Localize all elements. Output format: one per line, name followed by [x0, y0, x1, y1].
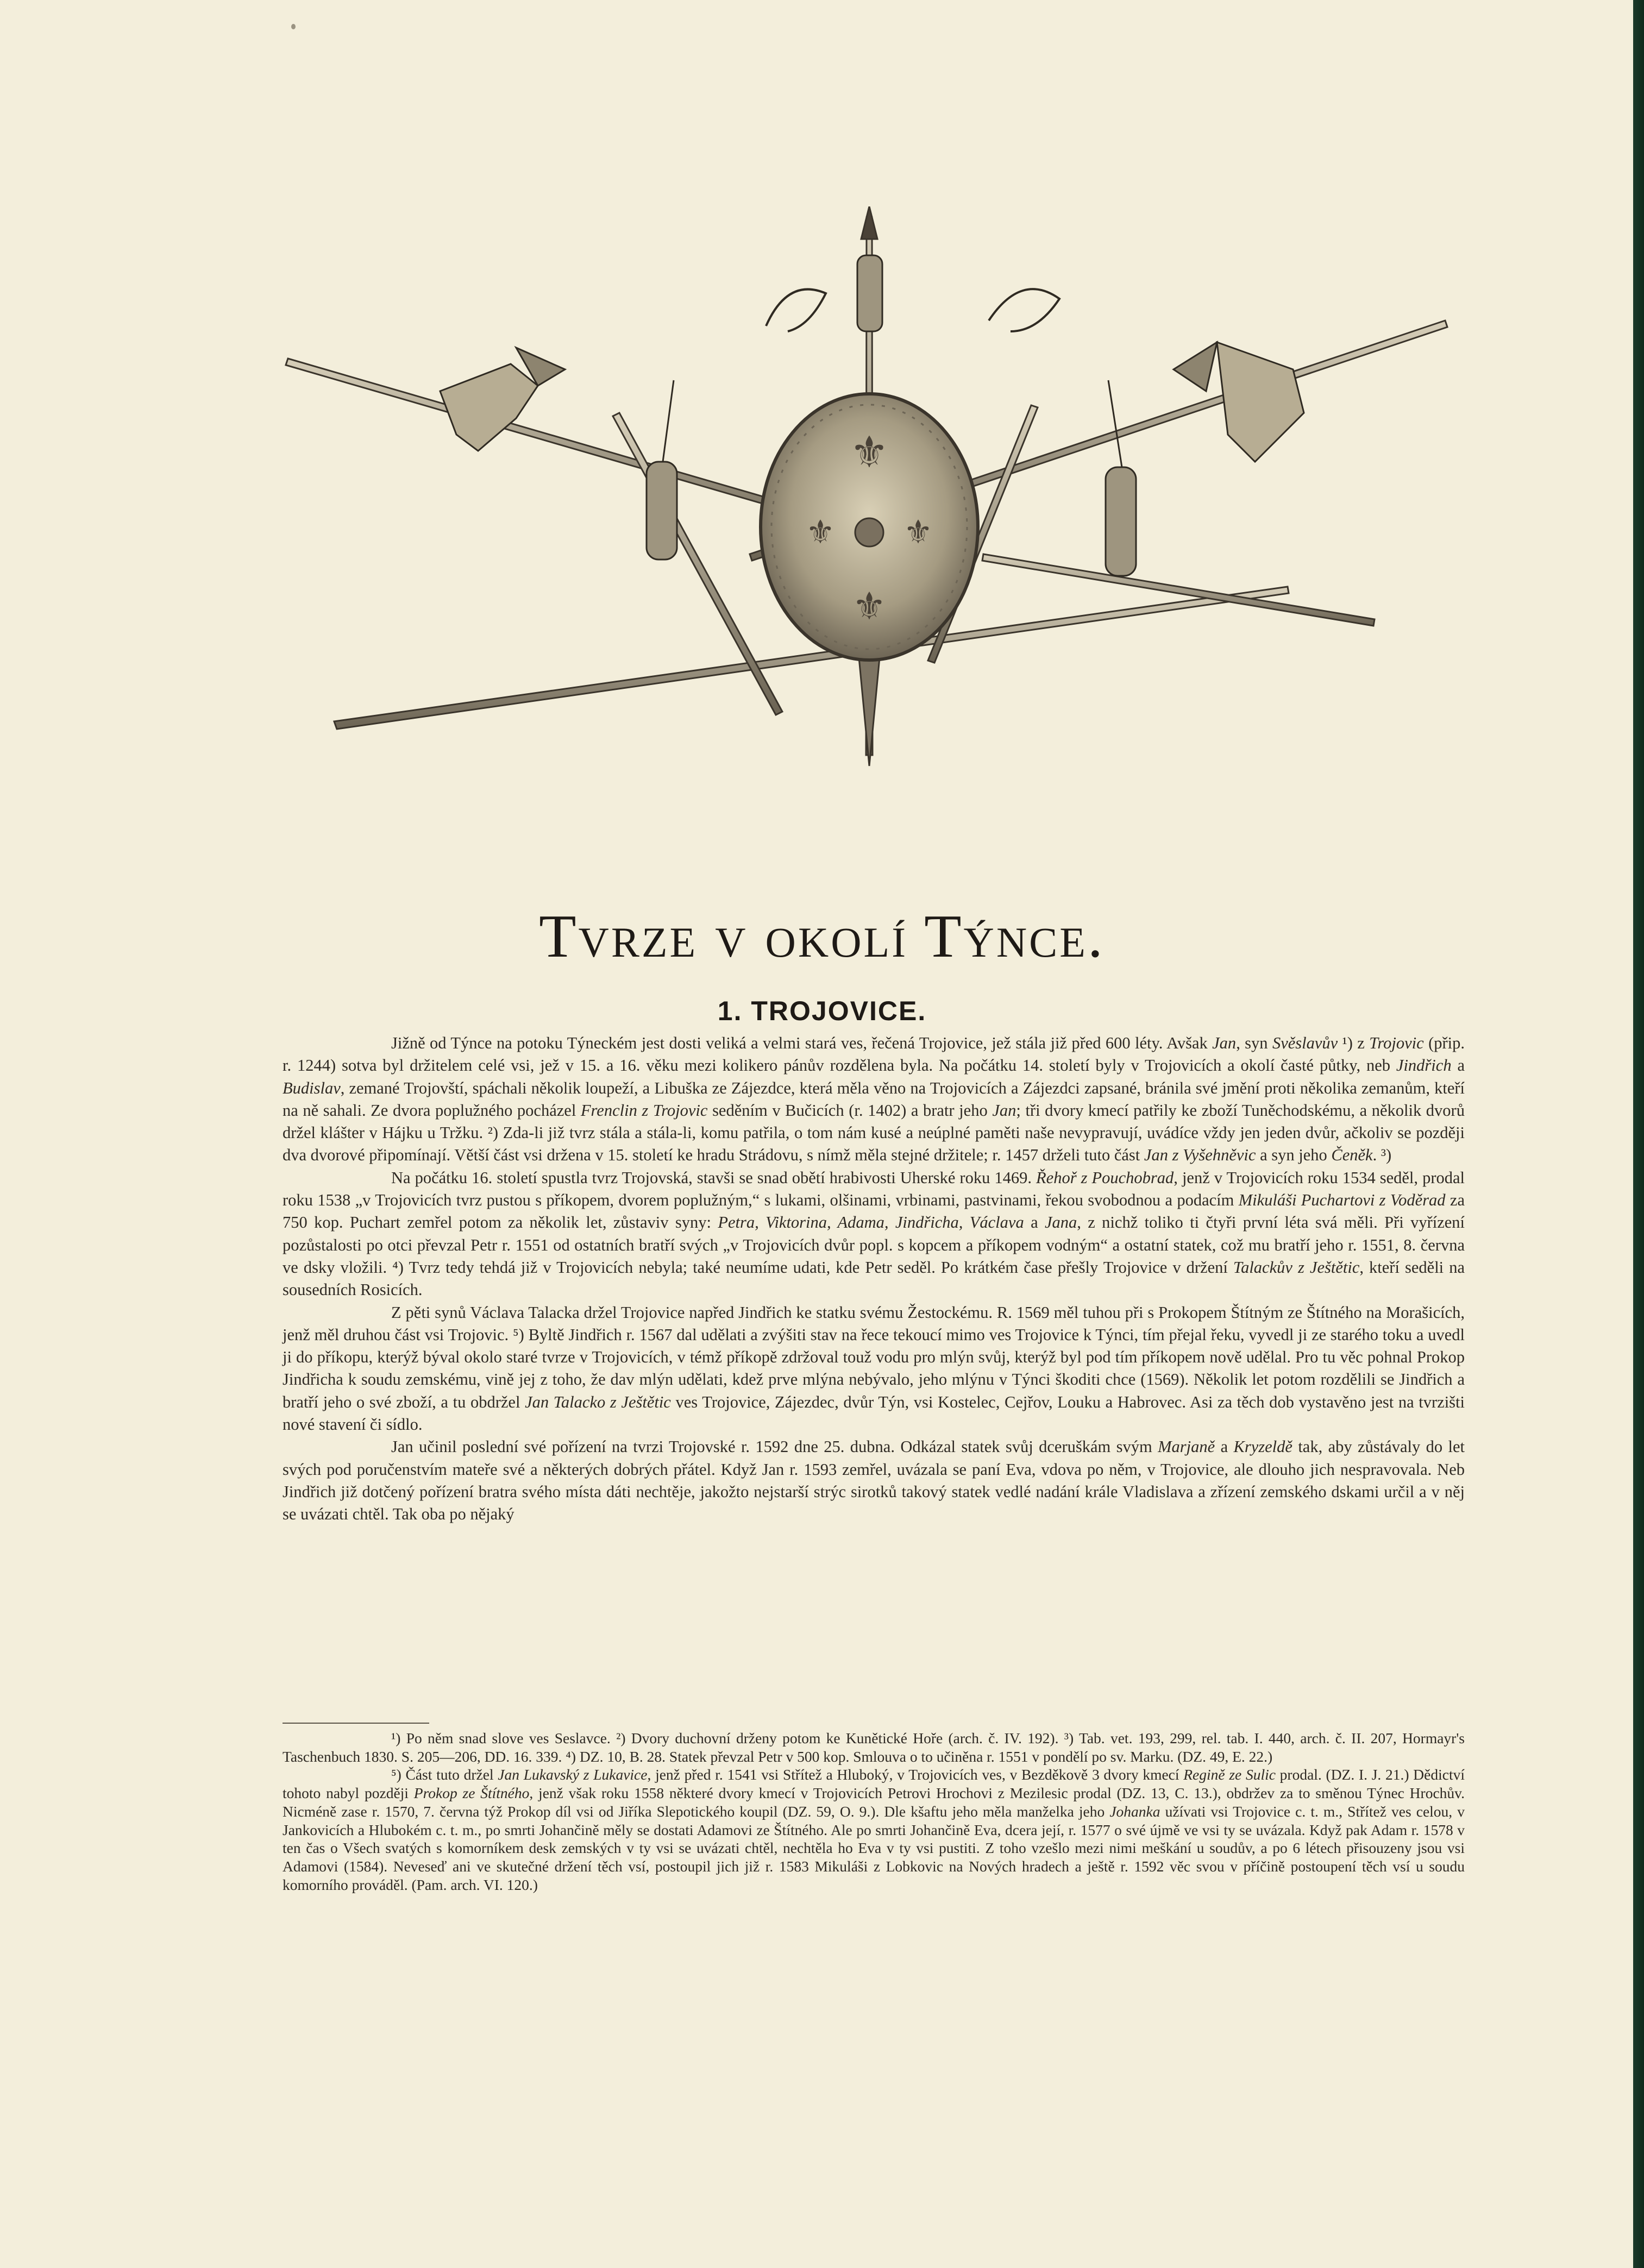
italic-name-run: Kryzeldě — [1233, 1437, 1292, 1456]
text-run: za 750 kop. Puchart zemřel potom za několik let, zůstaviv syny: — [283, 1191, 1465, 1232]
text-run: , syn — [1236, 1034, 1272, 1052]
italic-name-run: Petra, Viktorina, Adama, Jindřicha, Václava — [718, 1213, 1024, 1232]
text-run: (přip. r. 1244) sotva byl držitelem celé vsi, jež v 15. a 16. věku mezi kolikero pánův rozdělena byla. Na počátku 14. století byly v Trojovicích a okolí časté půtky, neb — [283, 1034, 1465, 1075]
italic-name-run: Jindřich — [1396, 1056, 1452, 1075]
body-text — [283, 1032, 1465, 1526]
text-run: Jan učinil poslední své pořízení na tvrzi Trojovské r. 1592 dne 25. dubna. Odkázal statek svůj dceruškám svým — [391, 1437, 1158, 1456]
footnotes — [283, 1729, 1465, 1894]
text-run: Na počátku 16. století spustla tvrz Trojovská, stavši se snad obětí hrabivosti Uherské roku 1469. — [391, 1168, 1037, 1187]
trophy-of-arms-illustration — [283, 206, 1451, 777]
text-run: , jenž před r. 1541 vsi Střítež a Hluboký, v Trojovicích ves, v Bezděkově 3 dvory kmecí — [647, 1766, 1184, 1783]
text-run: ¹) Po něm snad slove ves Seslavce. ²) Dvory duchovní drženy potom ke Kunětické Hoře (arch. č. IV. 192). ³) Tab. vet. 193, 299, rel. tab. I. 440, arch. č. II. 207, Hormayr's Taschenbuch 1830. S. 205—206, DD. 16. 339. ⁴) DZ. 10, B. 28. Statek převzal Petr v 500 kop. Smlouva o to učiněna r. 1551 v pondělí po sv. Marku. (DZ. 49, E. 22.) — [283, 1730, 1465, 1765]
footnote-paragraph — [283, 1729, 1465, 1766]
body-paragraph — [283, 1302, 1465, 1436]
text-run: užívati vsi Trojovice c. t. m., Střítež ves celou, v Jankovicích a Hlubokém c. t. m., po smrti Johančině měly se dostati Adamovi ze Štítného. Ale po smrti Johančině Eva, dcera její, r. 1577 o své újmě ve vsi ty se uvázala. Když pak Adam r. 1578 v ten čas o Všech svatých s komorníkem desk zemských v ty vsi se uvázati chtěl, nechtěla ho Eva v ty vsi pustiti. Z toho vzešlo mezi nimi meškání u soudův, a po 6 létech přisouzeny jsou vsi Adamovi (1584). Neveseď ani ve skutečné držení těch vsí, postoupil jich již r. 1583 Mikuláši z Lobkovic na Nových hradech a ještě r. 1592 věc svou v příčině postoupení těch vsí u soudu komorního prováděl. (Pam. arch. VI. 120.) — [283, 1802, 1465, 1893]
italic-name-run: Jan — [1212, 1034, 1237, 1052]
text-run: . ³) — [1372, 1146, 1392, 1165]
text-run: a — [1215, 1437, 1234, 1456]
italic-name-run: Prokop ze Štítného — [413, 1785, 530, 1802]
body-paragraph — [283, 1167, 1465, 1302]
text-run: , jenž však roku 1558 některé dvory kmecí v Trojovicích Petrovi Hrochovi z Mezilesic prodal (DZ. 13, C. 13.), obdržev za to směnou Týnec Hrochův. Nicméně zase r. 1570, 7. června týž Prokop díl vsi od Jiříka Slepotického koupil (DZ. 59, O. 9.). Dle kšaftu jeho měla manželka jeho — [283, 1785, 1465, 1820]
svg-text:⚜: ⚜ — [903, 513, 933, 551]
svg-text:⚜: ⚜ — [806, 513, 835, 551]
text-run: a syn jeho — [1256, 1146, 1332, 1165]
text-run: , zemané Trojovští, spáchali několik loupeží, a Libuška ze Zájezdce, která měla věno na Trojovicích a Zájezdci zapsané, bránila své jmění proti několika zemanům, kteří na ně sahali. Ze dvora poplužného pocházel — [283, 1078, 1465, 1120]
text-run: , jenž v Trojovicích roku 1534 seděl, prodal roku 1538 „v Trojovicích tvrz pustou s příkopem, dvorem poplužným,“ s lukami, olšinami, vrbinami, pastvinami, řekou svobodnou a podacím — [283, 1168, 1465, 1210]
italic-name-run: Řehoř z Pouchobrad — [1036, 1168, 1174, 1187]
italic-name-run: Čeněk — [1331, 1146, 1373, 1165]
svg-text:⚜: ⚜ — [852, 584, 887, 629]
text-run: , kteří seděli na sousedních Rosicích. — [283, 1258, 1465, 1299]
section-heading: 1. TROJOVICE. — [717, 995, 927, 1026]
text-run: ¹) z — [1338, 1034, 1370, 1052]
footnote-divider — [283, 1723, 429, 1724]
italic-name-run: Jana — [1044, 1213, 1077, 1232]
italic-name-run: Budislav — [283, 1078, 341, 1097]
italic-name-run: Frenclin z Trojovic — [580, 1101, 708, 1120]
text-run: Jižně od Týnce na potoku Týneckém jest dosti veliká a velmi stará ves, řečená Trojovice, jež stála již před 600 léty. Avšak — [391, 1034, 1213, 1052]
italic-name-run: Trojovic — [1369, 1034, 1424, 1052]
body-paragraph — [283, 1032, 1465, 1167]
body-paragraph — [283, 1436, 1465, 1525]
text-run: prodal. (DZ. I. J. 21.) Dědictví tohoto nabyl později — [283, 1766, 1465, 1802]
italic-name-run: Jan — [992, 1101, 1016, 1120]
footnote-paragraph — [283, 1766, 1465, 1894]
text-run: a — [1024, 1213, 1045, 1232]
text-run: seděním v Bučicích (r. 1402) a bratr jeho — [707, 1101, 993, 1120]
italic-name-run: Johanka — [1109, 1802, 1160, 1820]
italic-name-run: Talackův z Ještětic — [1233, 1258, 1360, 1277]
text-run: ; tři dvory kmecí patřily ke zboží Tuněchodskému, a několik dvorů držel klášter v Hájku u Tržku. ²) Zda-li již tvrz stála a stála-li, komu patřila, o tom nám kusé a neúplné paměti naše nevypravují, uvádíce vždy jen jeden dvůr, ačkoliv se později dva dvorové připomínají. Větší část vsi držena v 15. století ke hradu Strádovu, s nímž měla stejné držitele; r. 1457 drželi tuto část — [283, 1101, 1465, 1165]
text-run: ves Trojovice, Zájezdec, dvůr Týn, vsi Kostelec, Cejřov, Louku a Habrovec. Asi za těch dob vystavěno jest na tvrzišti nové stavení či sídlo. — [283, 1392, 1465, 1434]
svg-text:⚜: ⚜ — [850, 427, 889, 478]
italic-name-run: Jan Talacko z Ještětic — [525, 1392, 671, 1411]
text-run: a — [1451, 1056, 1465, 1075]
binding-edge — [1633, 0, 1644, 2268]
italic-name-run: Mikuláši Puchartovi z Voděrad — [1238, 1191, 1446, 1210]
text-run: Z pěti synů Václava Talacka držel Trojovice napřed Jindřich ke statku svému Žestockému. R. 1569 měl tuhou při s Prokopem Štítným ze Štítného na Morašicích, jenž měl druhou část vsi Trojovic. ⁵) Byltě Jindřich r. 1567 dal udělati a zvýšiti stav na řece tekoucí mimo ves Trojovice k Týnci, tím přejal řeku, vyvedl ji ze starého toku a uvedl ji do příkopu, kterýž býval okolo staré tvrze v Trojovicích, v témž příkopě zdržoval touž vodu pro mlýn svůj, kterýž byl pod tím příkopem nově udělal. Pro tu věc pohnal Prokop Jindřicha k soudu zemskému, vině jej z toho, že dav mlýn udělati, kdež prve mlýna nebývalo, jeho mlýnu v Týnci škoditi chce (1569). Několik let potom rozdělili se Jindřich a bratří jeho o své zboží, a tu obdržel — [283, 1303, 1465, 1411]
text-run: , z nichž toliko ti čtyři první léta svá měli. Při vyřízení pozůstalosti po otci převzal Petr r. 1551 od ostatních bratří svých „v Trojovicích dvůr popl. s kopcem a příkopem vodným“ a ostatní statek, což mu bratří jeho r. 1551, 8. června ve dsky vložili. ⁴) Tvrz tedy tehdá již v Trojovicích nebyla; také neumíme udati, kde Petr seděl. Po krátkém čase přešly Trojovice v držení — [283, 1213, 1465, 1277]
page-title: Tvrze v okolí Týnce. — [539, 903, 1105, 971]
italic-name-run: Marjaně — [1158, 1437, 1215, 1456]
italic-name-run: Svěslavův — [1272, 1034, 1338, 1052]
ink-smudge — [291, 24, 296, 29]
italic-name-run: Jan z Vyšehněvic — [1144, 1146, 1256, 1165]
text-run: ⁵) Část tuto držel — [391, 1766, 498, 1783]
italic-name-run: Regině ze Sulic — [1183, 1766, 1276, 1783]
text-run: tak, aby zůstávaly do let svých pod poručenstvím mateře své a některých dobrých přátel. Když Jan r. 1593 zemřel, uvázala se paní Eva, vdova po něm, v Trojovice, ale dlouho jich nespravovala. Neb Jindřich již dotčený pořízení bratra svého místa dáti nechtěje, jakožto nejstarší strýc sirotků takový statek vedlé nadání krále Vladislava a zřízení zemského dskami určil a v něj se uvázati chtěl. Tak oba po nějaký — [283, 1437, 1465, 1524]
italic-name-run: Jan Lukavský z Lukavice — [498, 1766, 648, 1783]
